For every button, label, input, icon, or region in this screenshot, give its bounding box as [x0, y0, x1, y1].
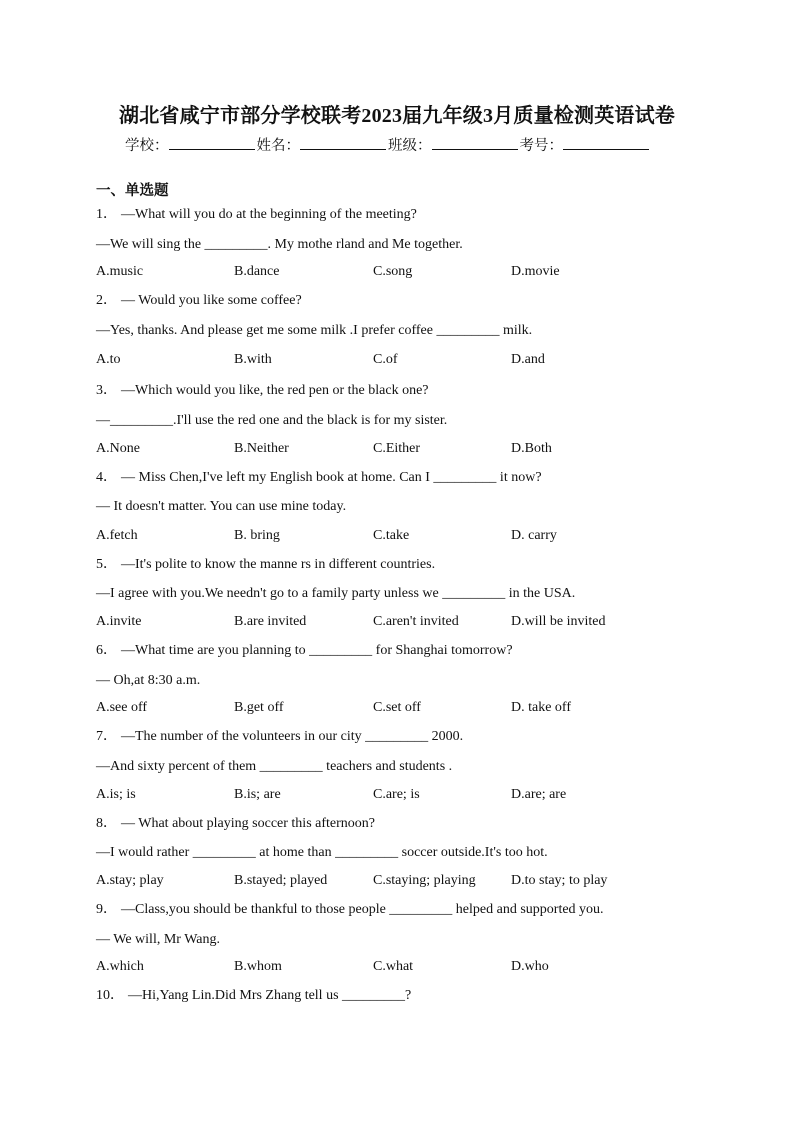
option-d[interactable]: D. carry: [511, 528, 557, 543]
question-text: —The number of the volunteers in our city _________ 2000.: [121, 729, 464, 744]
option-b[interactable]: B.with: [234, 352, 272, 367]
option-c[interactable]: C.set off: [373, 700, 421, 715]
answer-line-1: —We will sing the _________. My mothe rland and Me together.: [96, 237, 463, 252]
option-a[interactable]: A.stay; play: [96, 873, 164, 888]
option-c[interactable]: C.take: [373, 528, 410, 543]
option-b[interactable]: B.get off: [234, 700, 284, 715]
option-a[interactable]: A.invite: [96, 614, 142, 629]
school-blank[interactable]: [169, 135, 255, 150]
question-number: 5．: [96, 557, 117, 572]
option-b[interactable]: B.stayed; played: [234, 873, 328, 888]
question-number: 4．: [96, 470, 117, 485]
question-7: [96, 727, 463, 747]
exam-number-label: 考号：: [519, 138, 563, 154]
option-d[interactable]: D.movie: [511, 264, 560, 279]
answer-line-8: —I would rather _________ at home than _________ soccer outside.It's too hot.: [96, 845, 548, 860]
option-a[interactable]: A.music: [96, 264, 144, 279]
question-1: [96, 205, 417, 225]
question-number: 10．: [96, 988, 124, 1003]
question-number: 9．: [96, 902, 117, 917]
option-d[interactable]: D.are; are: [511, 787, 567, 802]
option-c[interactable]: C.are; is: [373, 787, 420, 802]
answer-line-9: — We will, Mr Wang.: [96, 932, 220, 947]
question-8: [96, 814, 375, 834]
option-a[interactable]: A.see off: [96, 700, 148, 715]
question-text: —Which would you like, the red pen or the black one?: [121, 383, 429, 398]
option-d[interactable]: D.will be invited: [511, 614, 606, 629]
question-text: —What will you do at the beginning of the meeting?: [121, 207, 417, 222]
answer-line-3: —_________.I'll use the red one and the black is for my sister.: [96, 413, 448, 428]
option-c[interactable]: C.song: [373, 264, 413, 279]
question-10: [96, 986, 411, 1006]
question-4: [96, 468, 542, 488]
question-number: 3．: [96, 383, 117, 398]
option-c[interactable]: C.aren't invited: [373, 614, 459, 629]
school-label: 学校：: [125, 138, 169, 154]
name-blank[interactable]: [300, 135, 386, 150]
option-d[interactable]: D. take off: [511, 700, 571, 715]
option-c[interactable]: C.of: [373, 352, 398, 367]
option-b[interactable]: B.is; are: [234, 787, 281, 802]
answer-line-4: — It doesn't matter. You can use mine today.: [96, 499, 347, 514]
class-label: 班级：: [388, 138, 432, 154]
question-6: [96, 641, 513, 661]
answer-line-2: —Yes, thanks. And please get me some milk .I prefer coffee _________ milk.: [96, 323, 533, 338]
answer-line-7: —And sixty percent of them _________ teachers and students .: [96, 759, 453, 774]
question-text: —It's polite to know the manne rs in different countries.: [121, 557, 436, 572]
option-c[interactable]: C.Either: [373, 441, 421, 456]
question-text: — Would you like some coffee?: [121, 293, 302, 308]
option-b[interactable]: B.dance: [234, 264, 280, 279]
answer-line-5: —I agree with you.We needn't go to a family party unless we _________ in the USA.: [96, 586, 576, 601]
option-b[interactable]: B.whom: [234, 959, 282, 974]
question-number: 6．: [96, 643, 117, 658]
question-text: —Class,you should be thankful to those people _________ helped and supported you.: [121, 902, 604, 917]
question-5: [96, 555, 435, 575]
question-text: — What about playing soccer this afternoon?: [121, 816, 375, 831]
page-title: 湖北省咸宁市部分学校联考2023届九年级3月质量检测英语试卷: [119, 105, 675, 127]
question-number: 2．: [96, 293, 117, 308]
option-d[interactable]: D.who: [511, 959, 549, 974]
option-d[interactable]: D.Both: [511, 441, 552, 456]
option-a[interactable]: A.is; is: [96, 787, 136, 802]
option-c[interactable]: C.staying; playing: [373, 873, 476, 888]
question-text: —What time are you planning to _________ for Shanghai tomorrow?: [121, 643, 513, 658]
name-label: 姓名：: [256, 138, 300, 154]
option-b[interactable]: B.are invited: [234, 614, 307, 629]
option-a[interactable]: A.fetch: [96, 528, 138, 543]
option-d[interactable]: D.and: [511, 352, 545, 367]
student-info-line: [125, 134, 651, 157]
question-2: [96, 291, 302, 311]
question-number: 1．: [96, 207, 117, 222]
option-a[interactable]: A.to: [96, 352, 121, 367]
exam-number-blank[interactable]: [563, 135, 649, 150]
class-blank[interactable]: [432, 135, 518, 150]
question-text: — Miss Chen,I've left my English book at home. Can I _________ it now?: [121, 470, 542, 485]
option-a[interactable]: A.None: [96, 441, 140, 456]
question-9: [96, 900, 604, 920]
option-b[interactable]: B.Neither: [234, 441, 289, 456]
option-b[interactable]: B. bring: [234, 528, 280, 543]
answer-line-6: — Oh,at 8:30 a.m.: [96, 673, 201, 688]
question-number: 7．: [96, 729, 117, 744]
question-text: —Hi,Yang Lin.Did Mrs Zhang tell us _________?: [128, 988, 412, 1003]
question-3: [96, 381, 429, 401]
section-heading: 一、单选题: [96, 183, 169, 199]
question-number: 8．: [96, 816, 117, 831]
option-d[interactable]: D.to stay; to play: [511, 873, 608, 888]
option-a[interactable]: A.which: [96, 959, 144, 974]
option-c[interactable]: C.what: [373, 959, 414, 974]
